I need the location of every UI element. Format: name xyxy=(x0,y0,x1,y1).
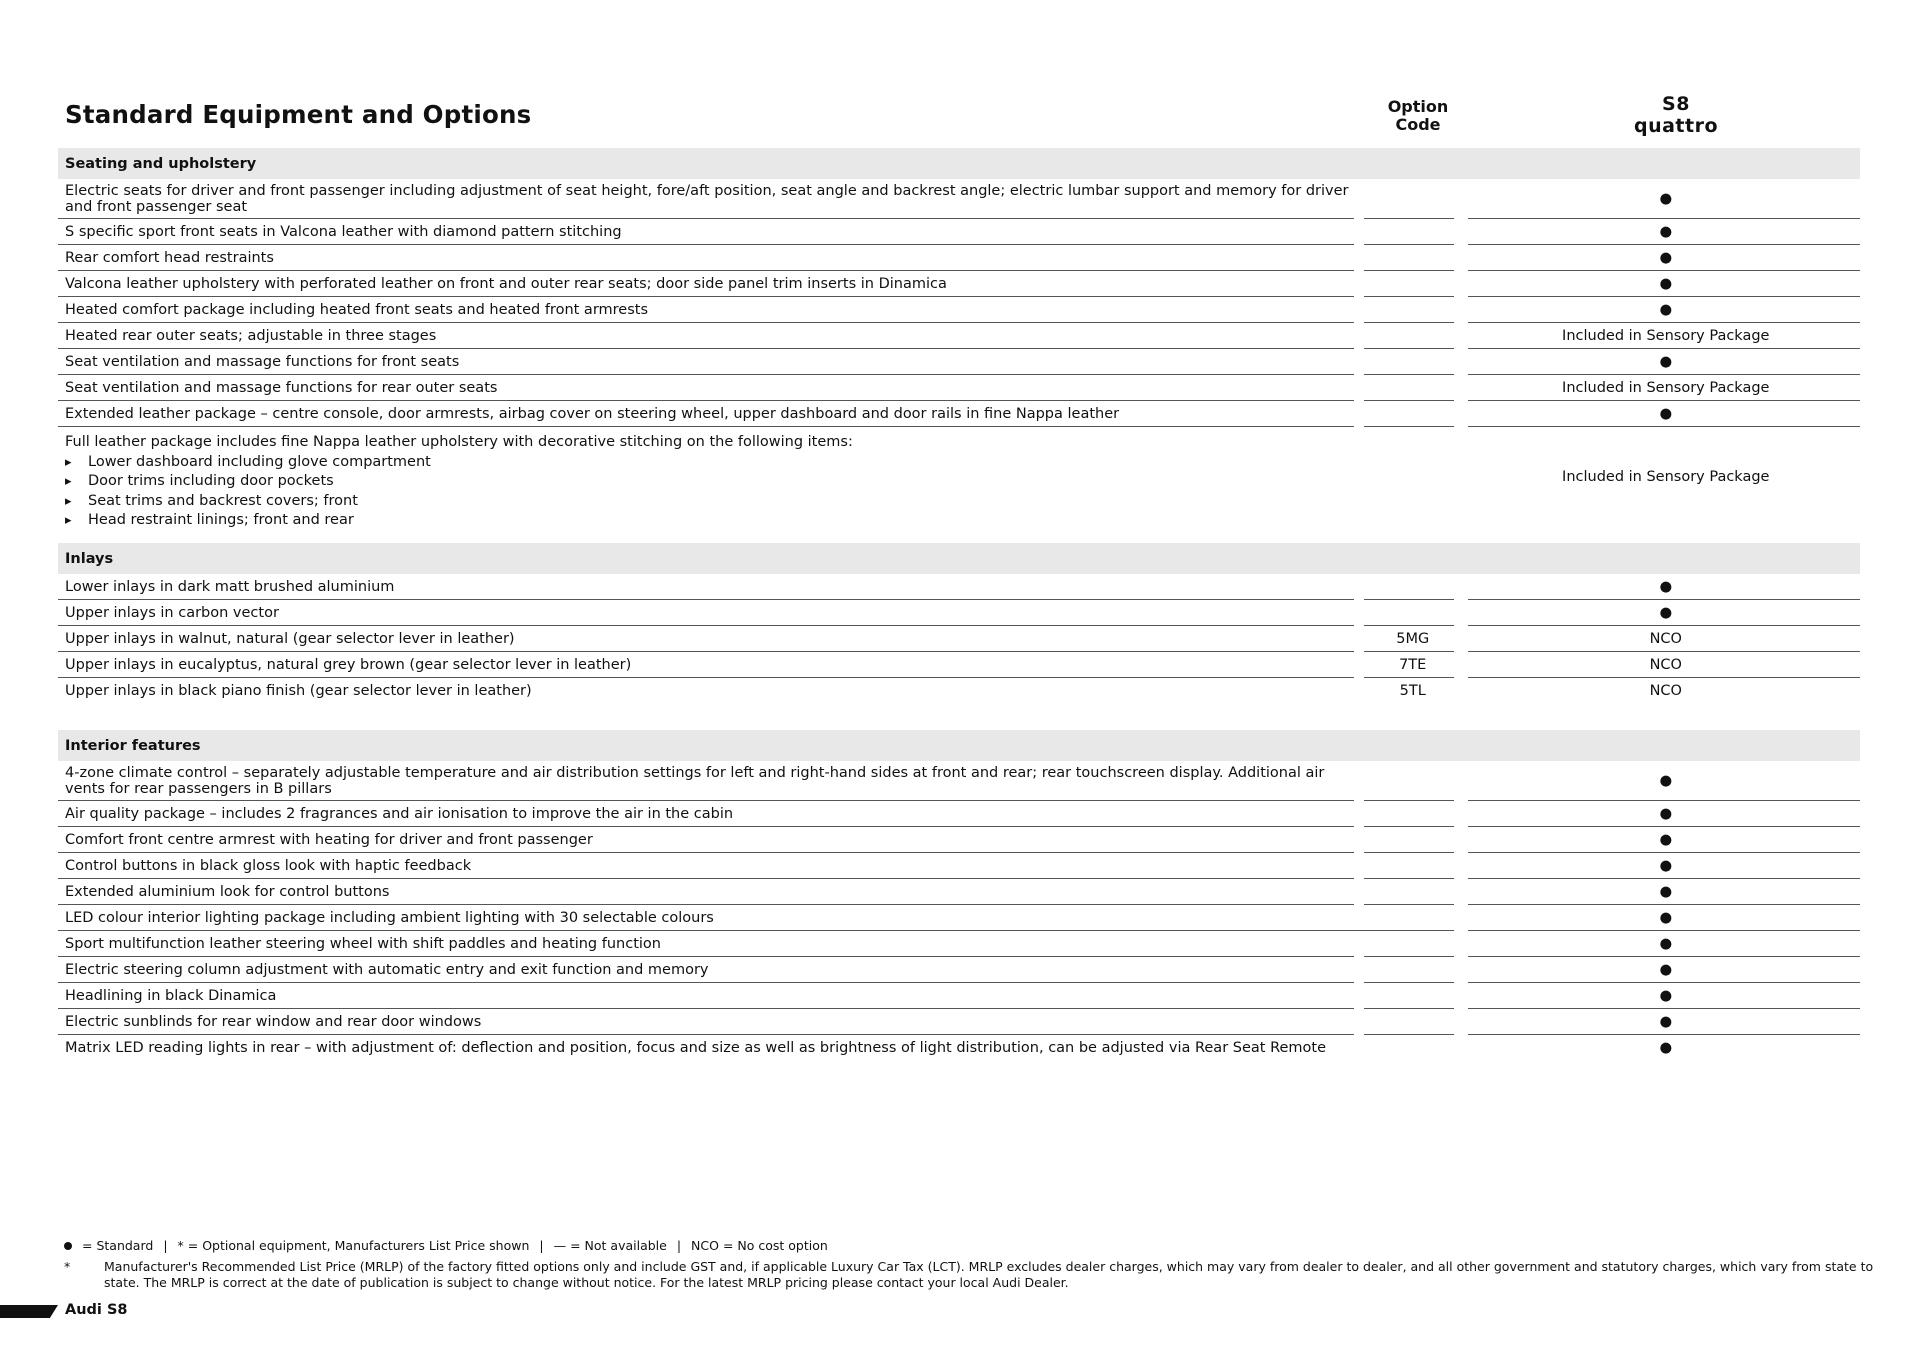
table-row xyxy=(58,801,1860,827)
table-row xyxy=(58,853,1860,879)
footnote-marker: * xyxy=(64,1259,71,1274)
row-description: Extended aluminium look for control buttons xyxy=(65,884,390,900)
list-item: ▸ Head restraint linings; front and rear xyxy=(65,511,1356,531)
row-option-code: 5MG xyxy=(1396,631,1430,647)
table-row xyxy=(58,245,1860,271)
list-item: ▸ Seat trims and backrest covers; front xyxy=(65,492,1356,512)
row-value: ● xyxy=(1659,936,1673,952)
row-description: LED colour interior lighting package including ambient lighting with 30 selectable colours xyxy=(65,910,714,926)
section-title: Seating and upholstery xyxy=(58,148,1860,179)
row-value: ● xyxy=(1659,858,1673,874)
row-value: ● xyxy=(1659,276,1673,292)
table-row xyxy=(58,931,1860,957)
row-value: ● xyxy=(1659,250,1673,266)
row-value: ● xyxy=(1659,605,1673,621)
row-description: Seat ventilation and massage functions for rear outer seats xyxy=(65,380,498,396)
table-row xyxy=(58,626,1860,652)
table-row xyxy=(58,219,1860,245)
row-description: Electric seats for driver and front passenger including adjustment of seat height, fore/aft position, seat angle and backrest angle; electric lumbar support and memory for driver and front passenger seat xyxy=(65,183,1349,215)
model-label: S8 quattro xyxy=(1633,93,1719,137)
row-description: Heated rear outer seats; adjustable in three stages xyxy=(65,328,437,344)
table-row xyxy=(58,678,1860,704)
section-title: Interior features xyxy=(58,730,1860,761)
row-description: Upper inlays in carbon vector xyxy=(65,605,279,621)
table-row xyxy=(58,1009,1860,1035)
legend-separator: | xyxy=(539,1238,544,1253)
table-row xyxy=(58,983,1860,1009)
row-value: Included in Sensory Package xyxy=(1562,380,1770,396)
row-description xyxy=(58,433,1356,531)
row-description: 4-zone climate control – separately adjustable temperature and air distribution settings for left and right-hand sides at front and rear; rear touchscreen display. Additional air vents for rear passengers in B pillars xyxy=(65,765,1325,797)
row-option-code: 7TE xyxy=(1399,657,1427,673)
table-row xyxy=(58,574,1860,600)
table-row xyxy=(58,179,1860,219)
row-description: Valcona leather upholstery with perforated leather on front and outer rear seats; door side panel trim inserts in Dinamica xyxy=(65,276,947,292)
table-row xyxy=(58,761,1860,801)
table-row xyxy=(58,905,1860,931)
bullet-intro: Full leather package includes fine Nappa leather upholstery with decorative stitching on the following items: xyxy=(65,434,853,450)
row-description: Upper inlays in black piano finish (gear selector lever in leather) xyxy=(65,683,532,699)
row-description: Upper inlays in eucalyptus, natural grey brown (gear selector lever in leather) xyxy=(65,657,632,673)
table-row xyxy=(58,600,1860,626)
row-description: Heated comfort package including heated front seats and heated front armrests xyxy=(65,302,649,318)
page-title: Standard Equipment and Options xyxy=(65,100,532,129)
legend-nco: NCO = No cost option xyxy=(691,1238,828,1253)
row-description: Electric steering column adjustment with automatic entry and exit function and memory xyxy=(65,962,709,978)
equipment-table xyxy=(58,148,1860,1061)
table-row xyxy=(58,652,1860,678)
table-row xyxy=(58,427,1860,527)
row-value: ● xyxy=(1659,302,1673,318)
option-code-column-header xyxy=(1360,98,1476,134)
legend-separator: | xyxy=(676,1238,682,1253)
table-row xyxy=(58,323,1860,349)
legend-optional: * = Optional equipment, Manufacturers List Price shown xyxy=(177,1238,530,1253)
standard-dot-icon xyxy=(64,1242,72,1250)
row-description: Comfort front centre armrest with heating for driver and front passenger xyxy=(65,832,593,848)
table-row xyxy=(58,271,1860,297)
row-value: Included in Sensory Package xyxy=(1562,328,1770,344)
row-description: Extended leather package – centre console, door armrests, airbag cover on steering wheel, upper dashboard and door rails in fine Nappa leather xyxy=(65,406,1120,422)
row-description: Lower inlays in dark matt brushed aluminium xyxy=(65,579,395,595)
row-value: ● xyxy=(1659,962,1673,978)
row-value: ● xyxy=(1659,773,1673,789)
row-description: Sport multifunction leather steering wheel with shift paddles and heating function xyxy=(65,936,661,952)
row-value: ● xyxy=(1659,806,1673,822)
footnote-text: Manufacturer's Recommended List Price (MRLP) of the factory fitted options only and include GST and, if applicable Luxury Car Tax (LCT). MRLP excludes dealer charges, which may vary from dealer to dealer, and all other government and statutory charges, which vary from state to state. The MRLP is correct at the date of publication is subject to change without notice. For the latest MRLP pricing please contact your local Audi Dealer. xyxy=(104,1259,1874,1290)
row-value: ● xyxy=(1659,406,1673,422)
row-value: NCO xyxy=(1649,657,1682,673)
row-value: ● xyxy=(1659,832,1673,848)
row-value: NCO xyxy=(1649,631,1682,647)
table-row xyxy=(58,375,1860,401)
row-value: ● xyxy=(1659,988,1673,1004)
row-description: Air quality package – includes 2 fragrances and air ionisation to improve the air in the cabin xyxy=(65,806,734,822)
row-value: ● xyxy=(1659,354,1673,370)
row-description: Rear comfort head restraints xyxy=(65,250,274,266)
table-row xyxy=(58,879,1860,905)
table-row xyxy=(58,349,1860,375)
table-row xyxy=(58,827,1860,853)
table-row xyxy=(58,1035,1860,1061)
list-item: ▸ Lower dashboard including glove compartment xyxy=(65,453,1356,473)
row-value: ● xyxy=(1659,579,1673,595)
list-item: ▸ Door trims including door pockets xyxy=(65,472,1356,492)
table-row xyxy=(58,957,1860,983)
legend-standard: = Standard xyxy=(82,1238,154,1253)
row-description: Electric sunblinds for rear window and rear door windows xyxy=(65,1014,482,1030)
row-description: Seat ventilation and massage functions for front seats xyxy=(65,354,460,370)
row-description: Matrix LED reading lights in rear – with adjustment of: deflection and position, focus and size as well as brightness of light distribution, can be adjusted via Rear Seat Remote xyxy=(65,1040,1327,1056)
bullet-list xyxy=(65,453,1356,531)
row-value: ● xyxy=(1659,910,1673,926)
legend xyxy=(64,1238,828,1253)
row-value: NCO xyxy=(1649,683,1682,699)
legend-not-available: — = Not available xyxy=(553,1238,667,1253)
section-title: Inlays xyxy=(58,543,1860,574)
brand-label: Audi S8 xyxy=(65,1302,128,1318)
row-value: ● xyxy=(1659,1014,1673,1030)
footnote xyxy=(64,1259,1874,1291)
row-description: Control buttons in black gloss look with haptic feedback xyxy=(65,858,472,874)
row-option-code: 5TL xyxy=(1399,683,1426,699)
row-description: Upper inlays in walnut, natural (gear selector lever in leather) xyxy=(65,631,515,647)
row-value: ● xyxy=(1659,191,1673,207)
row-value: ● xyxy=(1659,224,1673,240)
table-row xyxy=(58,297,1860,323)
section xyxy=(58,730,1860,1061)
legend-separator: | xyxy=(163,1238,168,1253)
table-row xyxy=(58,401,1860,427)
brand-bar xyxy=(0,1305,58,1318)
model-column-header xyxy=(1478,93,1874,137)
row-value: Included in Sensory Package xyxy=(1562,469,1770,485)
row-description: Headlining in black Dinamica xyxy=(65,988,277,1004)
section xyxy=(58,148,1860,527)
table-header xyxy=(58,90,1858,148)
option-code-label: Option Code xyxy=(1387,97,1449,134)
row-value: ● xyxy=(1659,884,1673,900)
row-value: ● xyxy=(1659,1040,1673,1056)
section xyxy=(58,543,1860,704)
row-description: S specific sport front seats in Valcona leather with diamond pattern stitching xyxy=(65,224,622,240)
